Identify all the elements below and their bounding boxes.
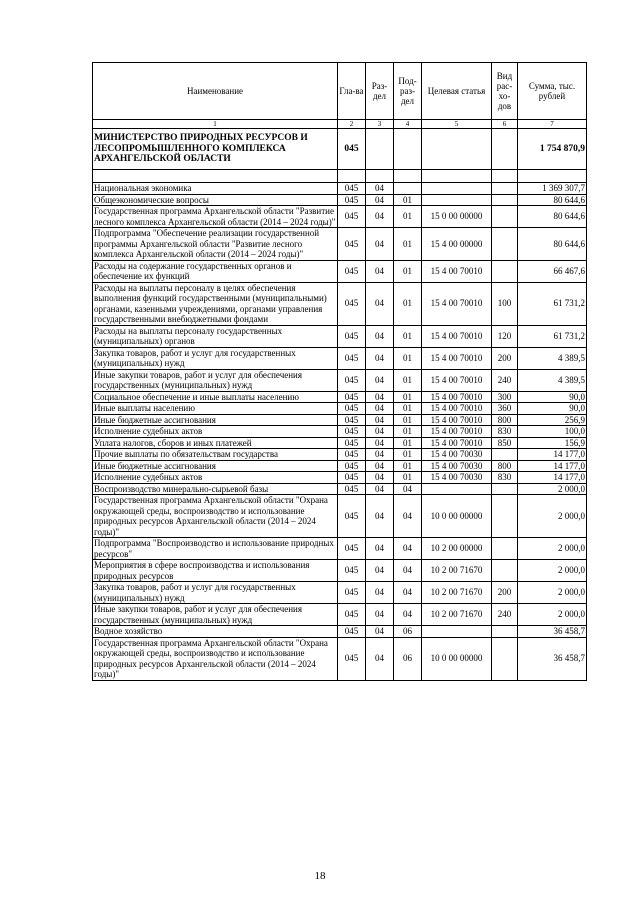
- spacer-row: [93, 170, 587, 183]
- row-razdel: 04: [366, 228, 394, 261]
- row-amount: 14 177,0: [518, 460, 587, 472]
- row-tselevaya: 15 4 00 70010: [422, 437, 492, 449]
- table-row: [93, 414, 587, 426]
- row-podrazdel: 01: [394, 260, 422, 282]
- row-glava: 045: [338, 282, 366, 325]
- row-name: Государственная программа Архангельской области "Развитие лесного комплекса Архангельской области (2014 – 2024 годы)": [93, 206, 338, 228]
- row-tselevaya: 10 2 00 71670: [422, 604, 492, 626]
- row-tselevaya: 15 0 00 00000: [422, 206, 492, 228]
- row-amount: 2 000,0: [518, 604, 587, 626]
- row-tselevaya: 15 4 00 00000: [422, 228, 492, 261]
- row-tselevaya: 15 4 00 70010: [422, 347, 492, 369]
- row-amount: 36 458,7: [518, 637, 587, 680]
- row-glava: 045: [338, 325, 366, 347]
- row-vid: 240: [492, 369, 518, 391]
- table-row: [93, 206, 587, 228]
- row-glava: 045: [338, 369, 366, 391]
- ministry-name: МИНИСТЕРСТВО ПРИРОДНЫХ РЕСУРСОВ И ЛЕСОПРОМЫШЛЕННОГО КОМПЛЕКСА АРХАНГЕЛЬСКОЙ ОБЛАСТИ: [93, 129, 338, 170]
- row-razdel: 04: [366, 347, 394, 369]
- row-podrazdel: 01: [394, 325, 422, 347]
- row-vid: [492, 206, 518, 228]
- header-name: Наименование: [93, 63, 338, 120]
- row-vid: 800: [492, 460, 518, 472]
- row-tselevaya: 15 4 00 70010: [422, 426, 492, 438]
- row-razdel: 04: [366, 495, 394, 538]
- row-glava: 045: [338, 260, 366, 282]
- row-vid: [492, 495, 518, 538]
- ministry-glava: 045: [338, 129, 366, 170]
- row-vid: 830: [492, 472, 518, 484]
- row-vid: [492, 483, 518, 495]
- table-row: [93, 538, 587, 560]
- row-glava: 045: [338, 495, 366, 538]
- row-podrazdel: 04: [394, 495, 422, 538]
- row-podrazdel: 01: [394, 228, 422, 261]
- table-row: [93, 194, 587, 206]
- row-amount: 2 000,0: [518, 483, 587, 495]
- row-glava: 045: [338, 626, 366, 638]
- header-podrazdel: Под-раз-дел: [394, 63, 422, 120]
- row-amount: 90,0: [518, 403, 587, 415]
- row-podrazdel: 01: [394, 194, 422, 206]
- row-vid: 100: [492, 282, 518, 325]
- row-podrazdel: 04: [394, 604, 422, 626]
- row-name: Уплата налогов, сборов и иных платежей: [93, 437, 338, 449]
- row-razdel: 04: [366, 437, 394, 449]
- row-razdel: 04: [366, 483, 394, 495]
- row-vid: 240: [492, 604, 518, 626]
- table-row: [93, 495, 587, 538]
- row-tselevaya: [422, 483, 492, 495]
- row-podrazdel: 01: [394, 369, 422, 391]
- row-glava: 045: [338, 183, 366, 195]
- table-row: [93, 347, 587, 369]
- row-podrazdel: [394, 183, 422, 195]
- row-amount: 80 644,6: [518, 228, 587, 261]
- table-row: [93, 325, 587, 347]
- row-name: Иные бюджетные ассигнования: [93, 460, 338, 472]
- column-number: 4: [394, 120, 422, 129]
- ministry-row: [93, 129, 587, 170]
- row-vid: [492, 260, 518, 282]
- row-name: Государственная программа Архангельской области "Охрана окружающей среды, воспроизводство и использование природных ресурсов Архангельской области (2014 – 2024 годы)": [93, 637, 338, 680]
- table-row: [93, 483, 587, 495]
- table-row: [93, 460, 587, 472]
- row-tselevaya: 15 4 00 70010: [422, 391, 492, 403]
- row-razdel: 04: [366, 604, 394, 626]
- row-glava: 045: [338, 582, 366, 604]
- row-tselevaya: 15 4 00 70010: [422, 282, 492, 325]
- row-amount: 4 389,5: [518, 369, 587, 391]
- header-razdel: Раз-дел: [366, 63, 394, 120]
- row-podrazdel: 06: [394, 626, 422, 638]
- row-tselevaya: [422, 183, 492, 195]
- row-name: Иные закупки товаров, работ и услуг для обеспечения государственных (муниципальных) нужд: [93, 369, 338, 391]
- row-glava: 045: [338, 391, 366, 403]
- row-amount: 4 389,5: [518, 347, 587, 369]
- row-amount: 2 000,0: [518, 495, 587, 538]
- row-tselevaya: [422, 194, 492, 206]
- row-vid: [492, 637, 518, 680]
- row-glava: 045: [338, 604, 366, 626]
- row-amount: 2 000,0: [518, 560, 587, 582]
- row-razdel: 04: [366, 206, 394, 228]
- row-podrazdel: 01: [394, 206, 422, 228]
- row-glava: 045: [338, 483, 366, 495]
- row-name: Иные закупки товаров, работ и услуг для обеспечения государственных (муниципальных) нужд: [93, 604, 338, 626]
- row-podrazdel: 01: [394, 426, 422, 438]
- row-name: Мероприятия в сфере воспроизводства и использования природных ресурсов: [93, 560, 338, 582]
- header-tselevaya: Целевая статья: [422, 63, 492, 120]
- row-podrazdel: 06: [394, 637, 422, 680]
- row-podrazdel: 04: [394, 560, 422, 582]
- row-tselevaya: 10 0 00 00000: [422, 495, 492, 538]
- row-glava: 045: [338, 403, 366, 415]
- row-razdel: 04: [366, 637, 394, 680]
- table-row: [93, 183, 587, 195]
- row-amount: 14 177,0: [518, 472, 587, 484]
- column-number-row: [93, 120, 587, 129]
- row-razdel: 04: [366, 538, 394, 560]
- row-tselevaya: [422, 626, 492, 638]
- row-glava: 045: [338, 472, 366, 484]
- row-podrazdel: 01: [394, 403, 422, 415]
- table-row: [93, 369, 587, 391]
- row-podrazdel: 01: [394, 472, 422, 484]
- header-vid: Вид рас-хо-дов: [492, 63, 518, 120]
- row-name: Подпрограмма "Обеспечение реализации государственной программы Архангельской области "Развитие лесного комплекса Архангельской области (2014 – 2024 годы)": [93, 228, 338, 261]
- ministry-amount: 1 754 870,9: [518, 129, 587, 170]
- row-amount: 1 369 307,7: [518, 183, 587, 195]
- row-name: Социальное обеспечение и иные выплаты населению: [93, 391, 338, 403]
- row-podrazdel: 01: [394, 414, 422, 426]
- row-podrazdel: 01: [394, 391, 422, 403]
- row-amount: 256,9: [518, 414, 587, 426]
- row-name: Водное хозяйство: [93, 626, 338, 638]
- table-row: [93, 403, 587, 415]
- row-tselevaya: 15 4 00 70030: [422, 449, 492, 461]
- row-glava: 045: [338, 449, 366, 461]
- row-name: Исполнение судебных актов: [93, 472, 338, 484]
- row-vid: [492, 183, 518, 195]
- row-amount: 61 731,2: [518, 325, 587, 347]
- row-tselevaya: 10 2 00 71670: [422, 560, 492, 582]
- table-row: [93, 472, 587, 484]
- row-razdel: 04: [366, 472, 394, 484]
- row-podrazdel: 04: [394, 483, 422, 495]
- row-amount: 100,0: [518, 426, 587, 438]
- row-name: Иные бюджетные ассигнования: [93, 414, 338, 426]
- row-glava: 045: [338, 347, 366, 369]
- row-amount: 2 000,0: [518, 538, 587, 560]
- row-tselevaya: 15 4 00 70010: [422, 325, 492, 347]
- column-number: 2: [338, 120, 366, 129]
- row-vid: 850: [492, 437, 518, 449]
- row-vid: 120: [492, 325, 518, 347]
- row-tselevaya: 10 0 00 00000: [422, 637, 492, 680]
- row-glava: 045: [338, 194, 366, 206]
- table-row: [93, 437, 587, 449]
- row-vid: [492, 560, 518, 582]
- row-name: Национальная экономика: [93, 183, 338, 195]
- table-row: [93, 228, 587, 261]
- row-razdel: 04: [366, 260, 394, 282]
- row-tselevaya: 15 4 00 70030: [422, 460, 492, 472]
- table-row: [93, 391, 587, 403]
- row-vid: [492, 194, 518, 206]
- row-razdel: 04: [366, 626, 394, 638]
- row-amount: 2 000,0: [518, 582, 587, 604]
- row-podrazdel: 01: [394, 282, 422, 325]
- row-name: Расходы на содержание государственных органов и обеспечение их функций: [93, 260, 338, 282]
- row-tselevaya: 15 4 00 70010: [422, 414, 492, 426]
- table-row: [93, 560, 587, 582]
- row-name: Прочие выплаты по обязательствам государства: [93, 449, 338, 461]
- row-amount: 156,9: [518, 437, 587, 449]
- row-tselevaya: 15 4 00 70030: [422, 472, 492, 484]
- row-name: Исполнение судебных актов: [93, 426, 338, 438]
- row-name: Государственная программа Архангельской области "Охрана окружающей среды, воспроизводство и использование природных ресурсов Архангельской области (2014 – 2024 годы)": [93, 495, 338, 538]
- row-name: Закупка товаров, работ и услуг для государственных (муниципальных) нужд: [93, 582, 338, 604]
- row-name: Иные выплаты населению: [93, 403, 338, 415]
- row-tselevaya: 15 4 00 70010: [422, 260, 492, 282]
- row-name: Расходы на выплаты персоналу в целях обеспечения выполнения функций государственными (муниципальными) органами, казенными учреждениями, органами управления государственными внебюджетными фондами: [93, 282, 338, 325]
- row-vid: 200: [492, 347, 518, 369]
- table-row: [93, 604, 587, 626]
- column-number: 6: [492, 120, 518, 129]
- header-summa: Сумма, тыс. рублей: [518, 63, 587, 120]
- row-vid: 800: [492, 414, 518, 426]
- row-podrazdel: 01: [394, 437, 422, 449]
- row-amount: 36 458,7: [518, 626, 587, 638]
- row-razdel: 04: [366, 426, 394, 438]
- row-razdel: 04: [366, 391, 394, 403]
- row-glava: 045: [338, 460, 366, 472]
- row-vid: [492, 449, 518, 461]
- page-number: 18: [314, 870, 326, 882]
- row-vid: 200: [492, 582, 518, 604]
- row-glava: 045: [338, 206, 366, 228]
- row-podrazdel: 04: [394, 582, 422, 604]
- row-name: Воспроизводство минерально-сырьевой базы: [93, 483, 338, 495]
- table-row: [93, 260, 587, 282]
- row-glava: 045: [338, 414, 366, 426]
- row-amount: 14 177,0: [518, 449, 587, 461]
- column-number: 1: [93, 120, 338, 129]
- row-tselevaya: 10 2 00 71670: [422, 582, 492, 604]
- table-row: [93, 626, 587, 638]
- row-amount: 90,0: [518, 391, 587, 403]
- row-vid: [492, 228, 518, 261]
- row-razdel: 04: [366, 560, 394, 582]
- row-tselevaya: 15 4 00 70010: [422, 403, 492, 415]
- table-row: [93, 449, 587, 461]
- header-row: [93, 63, 587, 120]
- row-podrazdel: 01: [394, 449, 422, 461]
- row-amount: 66 467,6: [518, 260, 587, 282]
- row-amount: 61 731,2: [518, 282, 587, 325]
- row-name: Подпрограмма "Воспроизводство и использование природных ресурсов": [93, 538, 338, 560]
- column-number: 5: [422, 120, 492, 129]
- row-glava: 045: [338, 538, 366, 560]
- row-glava: 045: [338, 560, 366, 582]
- row-glava: 045: [338, 637, 366, 680]
- row-glava: 045: [338, 426, 366, 438]
- row-razdel: 04: [366, 460, 394, 472]
- row-podrazdel: 01: [394, 347, 422, 369]
- header-glava: Гла-ва: [338, 63, 366, 120]
- row-razdel: 04: [366, 414, 394, 426]
- row-vid: 830: [492, 426, 518, 438]
- table-row: [93, 426, 587, 438]
- row-razdel: 04: [366, 282, 394, 325]
- row-amount: 80 644,6: [518, 206, 587, 228]
- row-razdel: 04: [366, 183, 394, 195]
- row-podrazdel: 04: [394, 538, 422, 560]
- row-razdel: 04: [366, 403, 394, 415]
- row-razdel: 04: [366, 325, 394, 347]
- column-number: 7: [518, 120, 587, 129]
- row-vid: [492, 538, 518, 560]
- row-glava: 045: [338, 228, 366, 261]
- row-glava: 045: [338, 437, 366, 449]
- table-row: [93, 582, 587, 604]
- row-tselevaya: 10 2 00 00000: [422, 538, 492, 560]
- row-name: Закупка товаров, работ и услуг для государственных (муниципальных) нужд: [93, 347, 338, 369]
- row-razdel: 04: [366, 194, 394, 206]
- row-name: Общеэкономические вопросы: [93, 194, 338, 206]
- row-vid: 300: [492, 391, 518, 403]
- row-amount: 80 644,6: [518, 194, 587, 206]
- row-vid: [492, 626, 518, 638]
- budget-table: [92, 62, 587, 681]
- row-name: Расходы на выплаты персоналу государственных (муниципальных) органов: [93, 325, 338, 347]
- table-row: [93, 282, 587, 325]
- row-podrazdel: 01: [394, 460, 422, 472]
- row-vid: 360: [492, 403, 518, 415]
- row-razdel: 04: [366, 582, 394, 604]
- row-tselevaya: 15 4 00 70010: [422, 369, 492, 391]
- row-razdel: 04: [366, 449, 394, 461]
- column-number: 3: [366, 120, 394, 129]
- row-razdel: 04: [366, 369, 394, 391]
- table-row: [93, 637, 587, 680]
